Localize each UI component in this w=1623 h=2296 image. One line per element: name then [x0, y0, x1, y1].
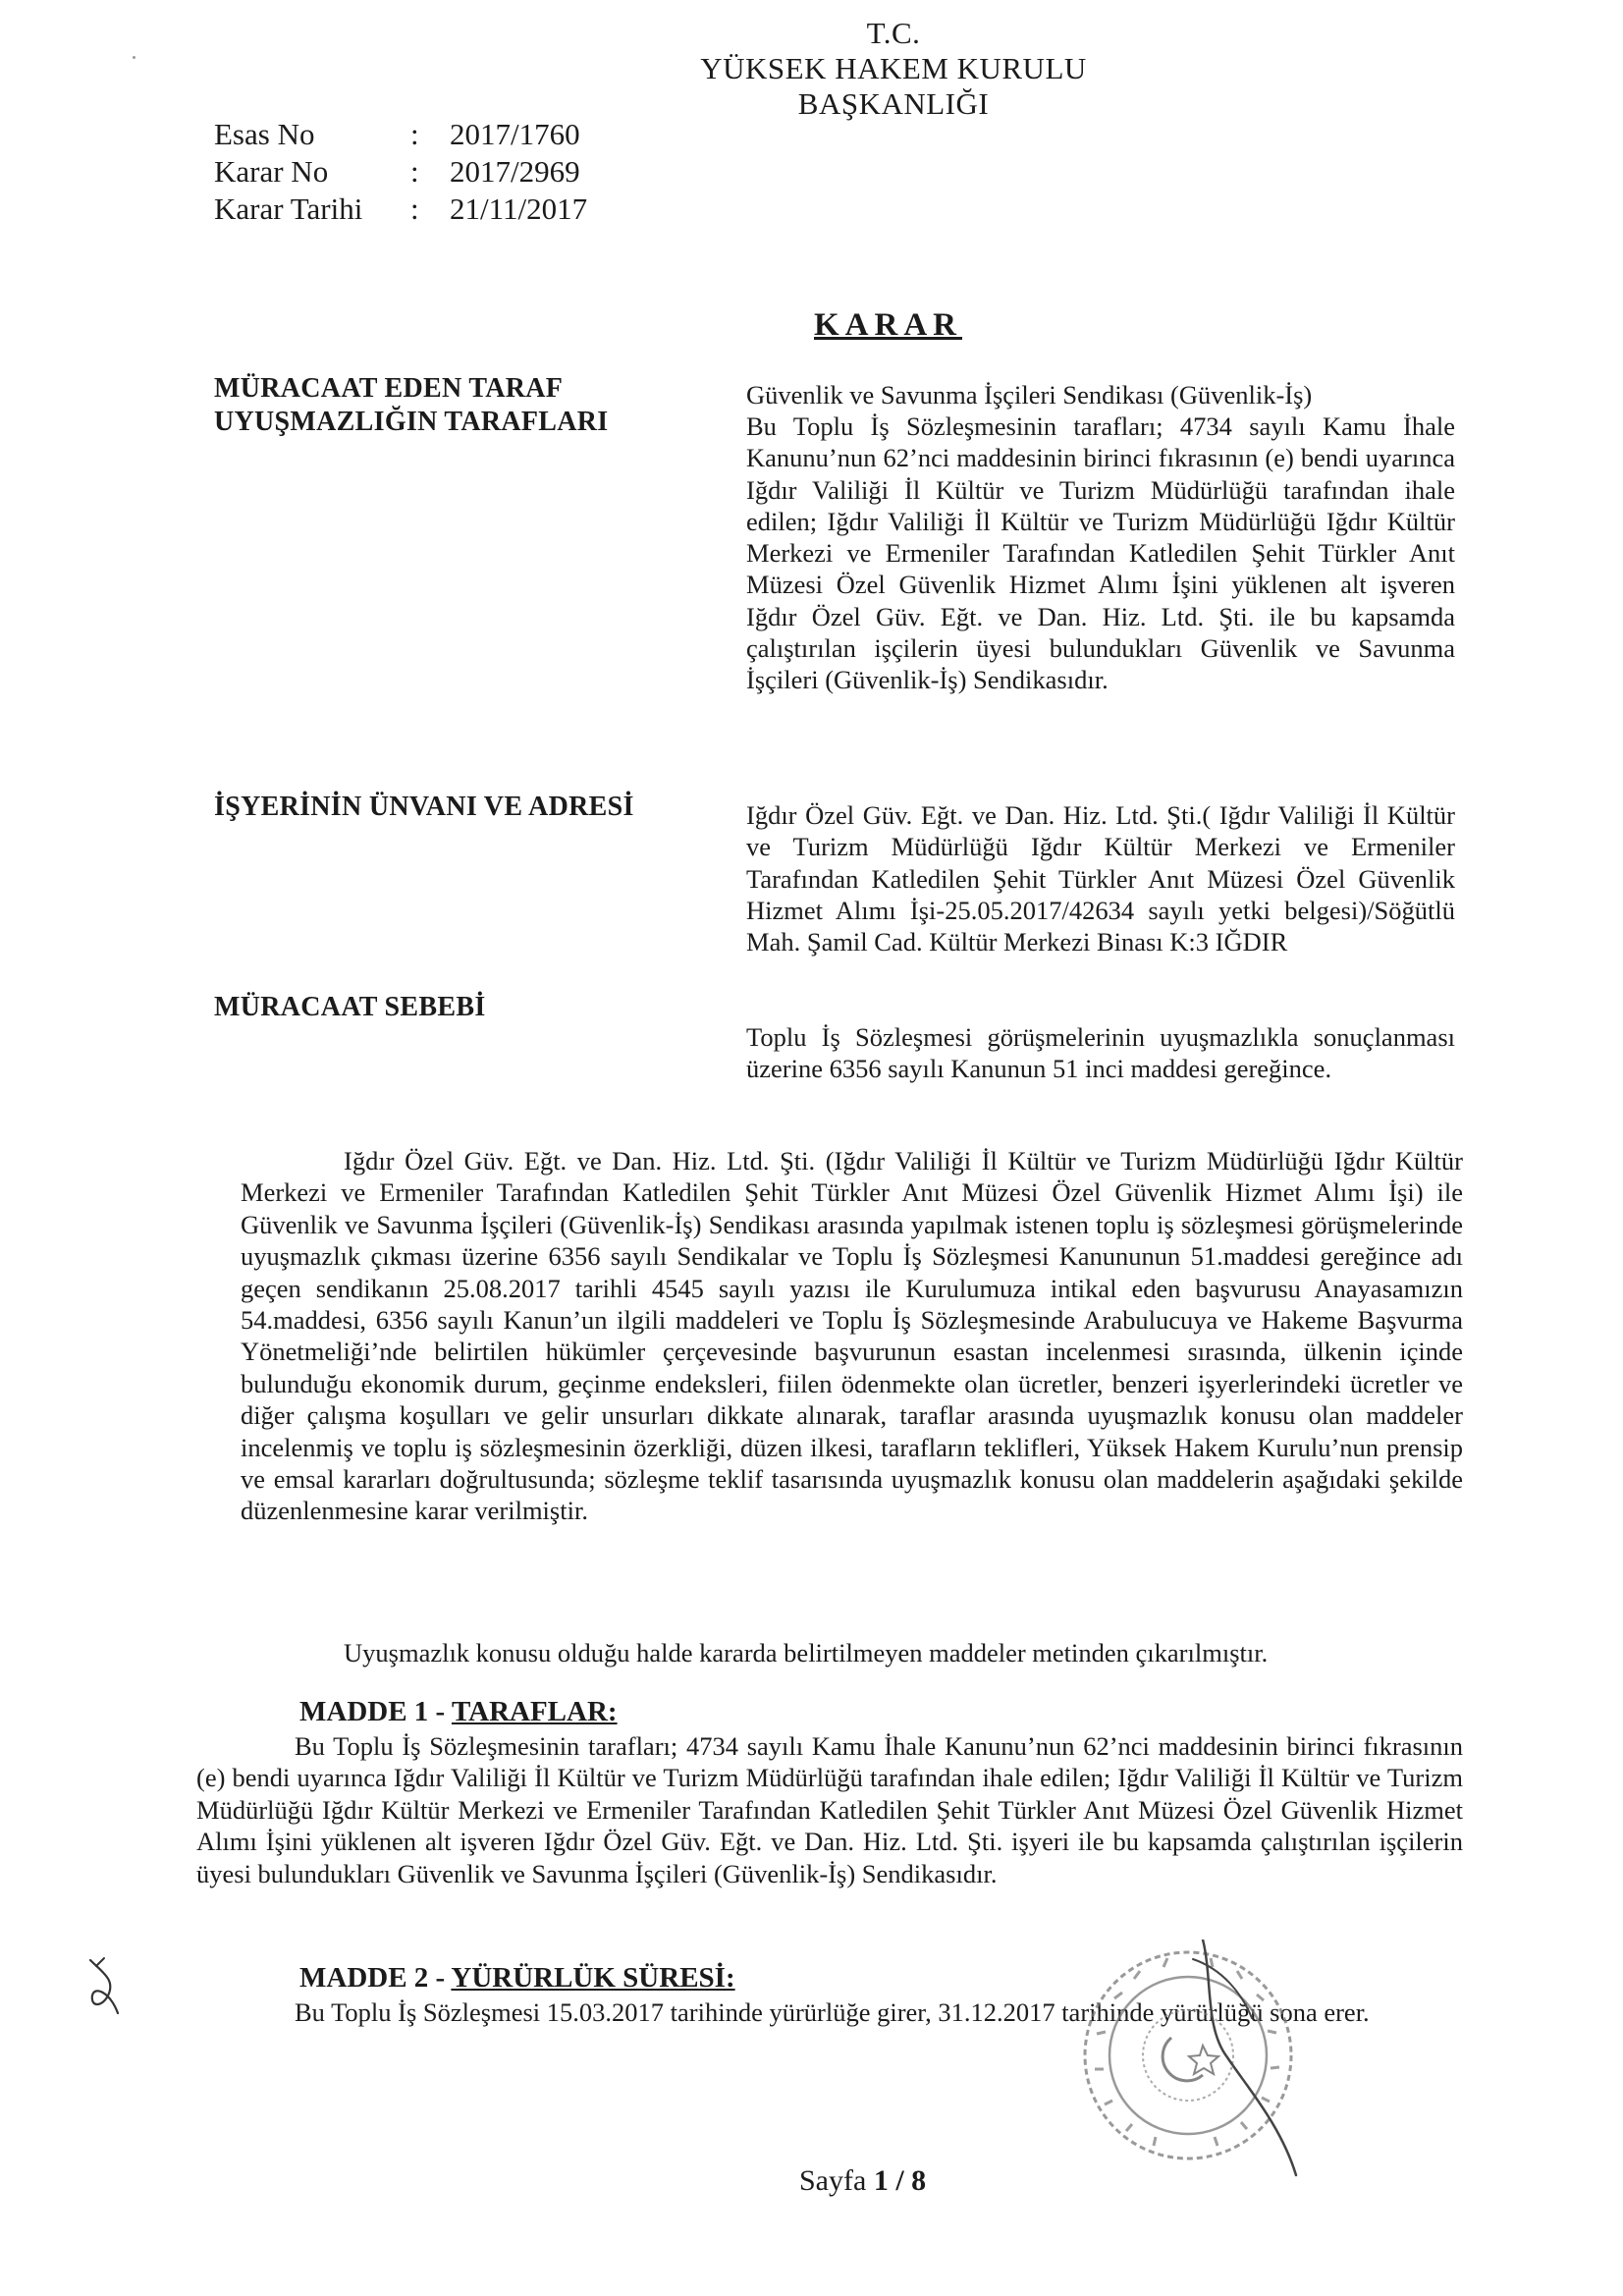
decision-paragraph: Iğdır Özel Güv. Eğt. ve Dan. Hiz. Ltd. Şti. (Iğdır Valiliği İl Kültür ve Turizm Müdürlüğü Iğdır Kültür Merkezi ve Ermeniler Tarafından Katledilen Şehit Türkler Anıt Müzesi Özel Güvenlik Hizmet Alımı İşi) ile Güvenlik ve Savunma İşçileri (Güvenlik-İş) Sendikası arasında yapılmak istenen toplu iş sözleşmesi görüşmelerinde uyuşmazlık çıkması üzerine 6356 sayılı Sendikalar ve Toplu İş Sözleşmesi Kanununun 51.maddesi gereğince adı geçen sendikanın 25.08.2017 tarihli 4545 sayılı yazısı ile Kurulumuza intikal eden başvurusu Anayasamızın 54.maddesi, 6356 sayılı Kanun’un ilgili maddeleri ve Toplu İş Sözleşmesinde Arabulucuya ve Hakeme Başvurma Yönetmeliği’nde belirtilen hükümler çerçevesinde başvurunun esastan incelenmesi sırasında, ülkenin içinde bulunduğu ekonomik durum, geçinme endeksleri, fiilen ödenmekte olan ücretler, benzeri işyerlerindeki ücretler ve diğer çalışma koşulları ve gelir unsurları dikkate alınarak, taraflar arasında uyuşmazlık konusu olan maddeler incelenmiş ve toplu iş sözleşmesinin özerkliği, düzen ilkesi, tarafların teklifleri, Yüksek Hakem Kurulu’nun prensip ve emsal kararları doğrultusunda; sözleşme teklif tasarısında uyuşmazlık konusu olan maddelerin aşağıdaki şekilde düzenlenmesine karar verilmiştir. [241, 1146, 1463, 1526]
page-label: Sayfa [799, 2164, 867, 2197]
karar-tarihi-colon: : [410, 191, 419, 226]
article-1-title: TARAFLAR: [451, 1696, 618, 1727]
workplace-text: Iğdır Özel Güv. Eğt. ve Dan. Hiz. Ltd. Şti.( Iğdır Valiliği İl Kültür ve Turizm Müdürlüğü Iğdır Kültür Merkezi ve Ermeniler Tarafından Katledilen Şehit Türkler Anıt Müzesi Özel Güvenlik Hizmet Alımı İşi-25.05.2017/42634 sayılı yetki belgesi)/Söğütlü Mah. Şamil Cad. Kültür Merkezi Binası K:3 IĞDIR [746, 800, 1455, 957]
esas-value: 2017/1760 [450, 117, 580, 151]
document-title: KARAR [814, 307, 962, 343]
article-2-prefix: MADDE 2 - [299, 1962, 452, 1994]
article-2-title: YÜRÜRLÜK SÜRESİ: [451, 1962, 735, 1994]
article-1-text: Bu Toplu İş Sözleşmesinin tarafları; 4734 sayılı Kamu İhale Kanunu’nun 62’nci maddesinin birinci fıkrasının (e) bendi uyarınca Iğdır Valiliği İl Kültür ve Turizm Müdürlüğü tarafından ihale edilen; Iğdır Valiliği İl Kültür ve Turizm Müdürlüğü Iğdır Kültür Merkezi ve Ermeniler Tarafından Katledilen Şehit Türkler Anıt Müzesi Özel Güvenlik Hizmet Alımı İşini yüklenen alt işveren Iğdır Özel Güv. Eğt. ve Dan. Hiz. Ltd. Şti. işyeri ile bu kapsamda çalıştırılan işçilerin üyesi bulundukları Güvenlik ve Savunma İşçileri (Güvenlik-İş) Sendikasıdır. [196, 1731, 1463, 1888]
article-2-heading [299, 1962, 735, 1995]
omitted-articles-note: Uyuşmazlık konusu olduğu halde kararda belirtilmeyen maddeler metinden çıkarılmıştır. [344, 1638, 1269, 1667]
karar-no-label: Karar No [214, 154, 329, 189]
esas-row [214, 116, 646, 153]
reason-label: MÜRACAAT SEBEBİ [214, 992, 486, 1022]
page-total: 8 [911, 2164, 927, 2197]
applicant-label: MÜRACAAT EDEN TARAF [214, 373, 564, 404]
workplace-label: İŞYERİNİN ÜNVANI VE ADRESİ [214, 792, 634, 822]
article-2-text: Bu Toplu İş Sözleşmesi 15.03.2017 tarihinde yürürlüğe girer, 31.12.2017 tarihinde yürürlüğü sona erer. [295, 1997, 1370, 2027]
karar-tarihi-value: 21/11/2017 [450, 191, 588, 226]
karar-no-row [214, 153, 646, 191]
article-1-prefix: MADDE 1 - [299, 1696, 452, 1727]
karar-tarihi-label: Karar Tarihi [214, 191, 363, 226]
karar-no-value: 2017/2969 [450, 154, 580, 189]
parties-label: UYUŞMAZLIĞIN TARAFLARI [214, 407, 609, 437]
article-1-heading [299, 1696, 618, 1728]
header-presidency: BAŞKANLIĞI [797, 86, 990, 121]
margin-handwritten-mark [82, 1952, 126, 2021]
page-indicator [799, 2164, 926, 2198]
page-separator: / [888, 2164, 912, 2197]
page-current: 1 [873, 2164, 889, 2197]
official-seal-stamp [1055, 1940, 1340, 2195]
scan-speck [133, 56, 135, 59]
header-tc: T.C. [866, 16, 921, 50]
esas-label: Esas No [214, 117, 315, 151]
applicant-text: Güvenlik ve Savunma İşçileri Sendikası (Güvenlik-İş) [746, 380, 1313, 410]
reason-text: Toplu İş Sözleşmesi görüşmelerinin uyuşmazlıkla sonuçlanması üzerine 6356 sayılı Kanunun 51 inci maddesi gereğince. [746, 1022, 1455, 1084]
karar-tarihi-row [214, 191, 646, 228]
esas-colon: : [410, 117, 419, 151]
header-institution: YÜKSEK HAKEM KURULU [700, 51, 1087, 85]
case-info [214, 116, 646, 228]
karar-no-colon: : [410, 154, 419, 189]
parties-text: Bu Toplu İş Sözleşmesinin tarafları; 4734 sayılı Kamu İhale Kanunu’nun 62’nci maddesinin birinci fıkrasının (e) bendi uyarınca Iğdır Valiliği İl Kültür ve Turizm Müdürlüğü tarafından ihale edilen; Iğdır Valiliği İl Kültür ve Turizm Müdürlüğü Iğdır Kültür Merkezi ve Ermeniler Tarafından Katledilen Şehit Türkler Anıt Müzesi Özel Güvenlik Hizmet Alımı İşini yüklenen alt işveren Iğdır Özel Güv. Eğt. ve Dan. Hiz. Ltd. Şti. ile bu kapsamda çalıştırılan işçilerin üyesi bulundukları Güvenlik ve Savunma İşçileri (Güvenlik-İş) Sendikasıdır. [746, 411, 1455, 695]
